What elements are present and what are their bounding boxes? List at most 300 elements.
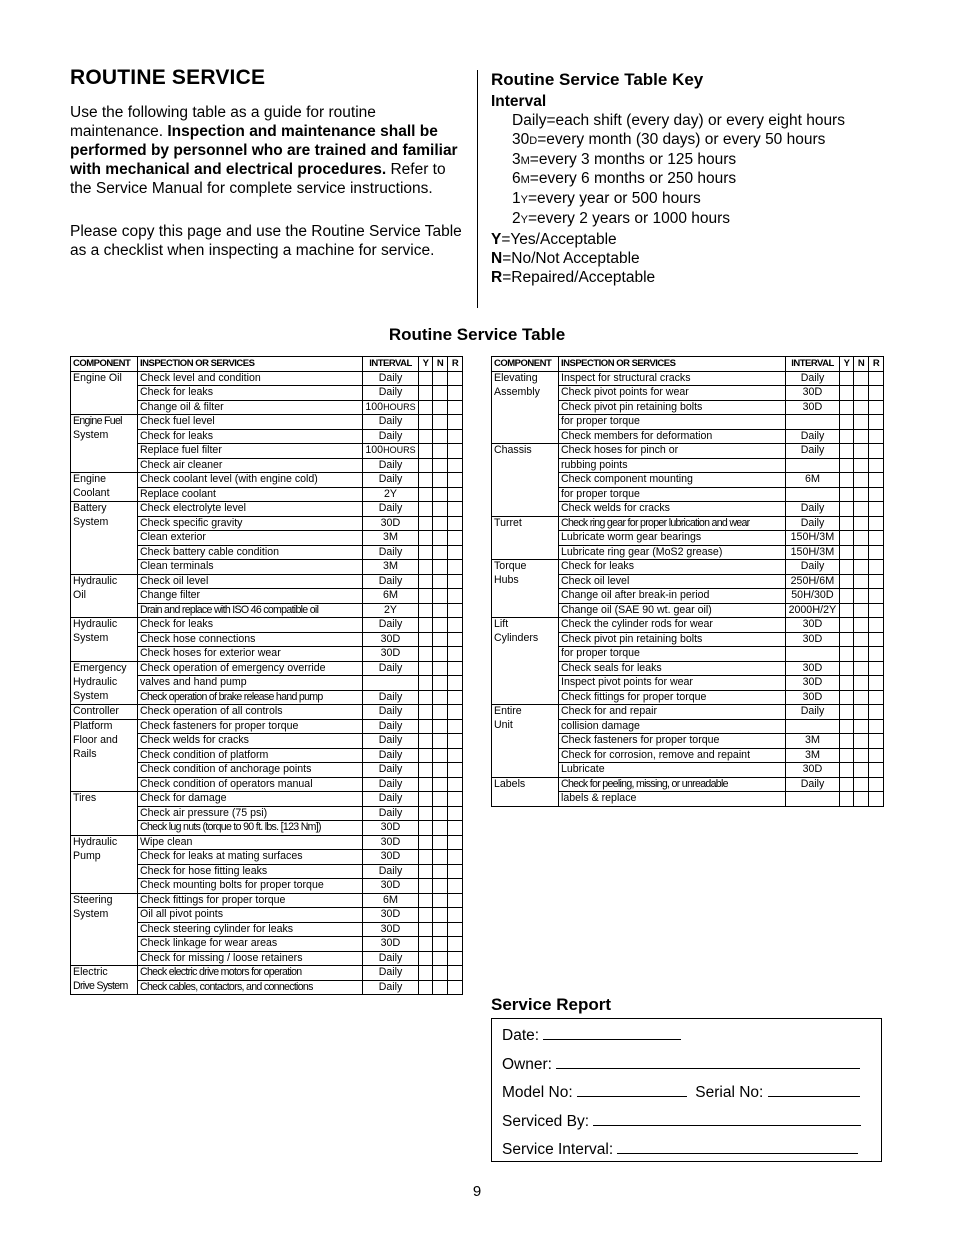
checkbox-y[interactable] xyxy=(840,777,854,792)
checkbox-n[interactable] xyxy=(433,719,448,734)
checkbox-n[interactable] xyxy=(854,792,869,807)
checkbox-n[interactable] xyxy=(433,879,448,894)
component-cell xyxy=(492,763,559,778)
checkbox-r[interactable] xyxy=(448,980,463,995)
checkbox-n[interactable] xyxy=(433,937,448,952)
checkbox-y[interactable] xyxy=(419,879,433,894)
checkbox-r[interactable] xyxy=(448,574,463,589)
checkbox-n[interactable] xyxy=(433,763,448,778)
component-cell xyxy=(492,690,559,705)
checkbox-r[interactable] xyxy=(448,618,463,633)
component-cell: Pump xyxy=(71,850,138,865)
checkbox-n[interactable] xyxy=(854,516,869,531)
checkbox-r[interactable] xyxy=(869,792,884,807)
interval-cell: 6M xyxy=(363,893,419,908)
checkbox-n[interactable] xyxy=(854,632,869,647)
checkbox-y[interactable] xyxy=(840,632,854,647)
checkbox-y[interactable] xyxy=(419,676,433,691)
checkbox-y[interactable] xyxy=(419,371,433,386)
checkbox-y[interactable] xyxy=(419,545,433,560)
checkbox-y[interactable] xyxy=(840,560,854,575)
checkbox-y[interactable] xyxy=(419,632,433,647)
checkbox-y[interactable] xyxy=(419,966,433,981)
checkbox-r[interactable] xyxy=(869,647,884,662)
checkbox-n[interactable] xyxy=(854,734,869,749)
checkbox-y[interactable] xyxy=(419,603,433,618)
checkbox-y[interactable] xyxy=(419,777,433,792)
checkbox-r[interactable] xyxy=(448,415,463,430)
checkbox-y[interactable] xyxy=(419,458,433,473)
checkbox-n[interactable] xyxy=(854,603,869,618)
checkbox-r[interactable] xyxy=(448,400,463,415)
checkbox-n[interactable] xyxy=(433,806,448,821)
checkbox-n[interactable] xyxy=(433,386,448,401)
inspection-cell: Check for damage xyxy=(138,792,363,807)
inspection-cell: Check condition of operators manual xyxy=(138,777,363,792)
checkbox-n[interactable] xyxy=(433,792,448,807)
checkbox-r[interactable] xyxy=(448,647,463,662)
checkbox-n[interactable] xyxy=(854,748,869,763)
checkbox-r[interactable] xyxy=(448,908,463,923)
checkbox-y[interactable] xyxy=(840,763,854,778)
checkbox-y[interactable] xyxy=(419,444,433,459)
serial-label: Serial No: xyxy=(695,1084,764,1101)
checkbox-n[interactable] xyxy=(433,661,448,676)
checkbox-r[interactable] xyxy=(869,502,884,517)
checkbox-y[interactable] xyxy=(840,400,854,415)
checkbox-y[interactable] xyxy=(840,371,854,386)
checkbox-n[interactable] xyxy=(433,400,448,415)
checkbox-r[interactable] xyxy=(869,531,884,546)
model-field[interactable] xyxy=(577,1082,687,1097)
component-cell: Floor and xyxy=(71,734,138,749)
checkbox-n[interactable] xyxy=(854,589,869,604)
checkbox-n[interactable] xyxy=(854,719,869,734)
checkbox-y[interactable] xyxy=(840,531,854,546)
component-cell: Coolant xyxy=(71,487,138,502)
checkbox-n[interactable] xyxy=(433,850,448,865)
checkbox-r[interactable] xyxy=(869,516,884,531)
inspection-cell: Check specific gravity xyxy=(138,516,363,531)
key-title: Routine Service Table Key xyxy=(491,70,704,89)
checkbox-y[interactable] xyxy=(419,661,433,676)
inspection-cell: Lubricate ring gear (MoS2 grease) xyxy=(559,545,786,560)
checkbox-r[interactable] xyxy=(448,661,463,676)
component-cell xyxy=(492,603,559,618)
table-row xyxy=(71,531,463,546)
inspection-cell: Check hoses for pinch or xyxy=(559,444,786,459)
checkbox-r[interactable] xyxy=(448,429,463,444)
checkbox-r[interactable] xyxy=(448,763,463,778)
checkbox-n[interactable] xyxy=(854,777,869,792)
checkbox-r[interactable] xyxy=(869,473,884,488)
table-row xyxy=(71,792,463,807)
checkbox-y[interactable] xyxy=(840,719,854,734)
table-row xyxy=(492,531,884,546)
checkbox-y[interactable] xyxy=(419,647,433,662)
checkbox-y[interactable] xyxy=(419,763,433,778)
checkbox-r[interactable] xyxy=(448,966,463,981)
checkbox-y[interactable] xyxy=(419,850,433,865)
serial-field[interactable] xyxy=(768,1082,860,1097)
checkbox-n[interactable] xyxy=(854,502,869,517)
serviced-by-field[interactable] xyxy=(593,1111,861,1126)
checkbox-n[interactable] xyxy=(854,371,869,386)
checkbox-y[interactable] xyxy=(840,386,854,401)
checkbox-y[interactable] xyxy=(840,458,854,473)
checkbox-n[interactable] xyxy=(854,763,869,778)
table-row xyxy=(71,473,463,488)
checkbox-r[interactable] xyxy=(448,937,463,952)
component-cell: Unit xyxy=(492,719,559,734)
checkbox-n[interactable] xyxy=(854,415,869,430)
checkbox-r[interactable] xyxy=(448,560,463,575)
checkbox-n[interactable] xyxy=(433,516,448,531)
table-row xyxy=(71,676,463,691)
checkbox-n[interactable] xyxy=(433,835,448,850)
checkbox-n[interactable] xyxy=(854,429,869,444)
component-cell: Elevating xyxy=(492,371,559,386)
checkbox-n[interactable] xyxy=(854,690,869,705)
checkbox-r[interactable] xyxy=(869,676,884,691)
checkbox-r[interactable] xyxy=(448,487,463,502)
checkbox-y[interactable] xyxy=(840,748,854,763)
table-row xyxy=(492,415,884,430)
checkbox-y[interactable] xyxy=(419,516,433,531)
checkbox-n[interactable] xyxy=(854,647,869,662)
checkbox-r[interactable] xyxy=(448,458,463,473)
checkbox-n[interactable] xyxy=(854,574,869,589)
checkbox-y[interactable] xyxy=(840,734,854,749)
checkbox-r[interactable] xyxy=(448,690,463,705)
inspection-cell: Check welds for cracks xyxy=(138,734,363,749)
component-cell xyxy=(71,545,138,560)
checkbox-n[interactable] xyxy=(433,429,448,444)
checkbox-n[interactable] xyxy=(433,748,448,763)
checkbox-y[interactable] xyxy=(419,806,433,821)
checkbox-n[interactable] xyxy=(433,908,448,923)
checkbox-r[interactable] xyxy=(448,821,463,836)
checkbox-y[interactable] xyxy=(419,415,433,430)
interval-cell: Daily xyxy=(363,748,419,763)
checkbox-y[interactable] xyxy=(419,922,433,937)
component-cell xyxy=(71,386,138,401)
checkbox-y[interactable] xyxy=(419,908,433,923)
checkbox-n[interactable] xyxy=(433,777,448,792)
checkbox-r[interactable] xyxy=(448,603,463,618)
checkbox-r[interactable] xyxy=(869,632,884,647)
checkbox-y[interactable] xyxy=(840,676,854,691)
checkbox-r[interactable] xyxy=(448,473,463,488)
checkbox-r[interactable] xyxy=(448,502,463,517)
checkbox-r[interactable] xyxy=(448,734,463,749)
checkbox-y[interactable] xyxy=(419,951,433,966)
checkbox-r[interactable] xyxy=(448,850,463,865)
checkbox-n[interactable] xyxy=(433,966,448,981)
checkbox-r[interactable] xyxy=(448,632,463,647)
checkbox-n[interactable] xyxy=(433,893,448,908)
checkbox-r[interactable] xyxy=(448,806,463,821)
interval-cell: 100HOURS xyxy=(363,400,419,415)
checkbox-y[interactable] xyxy=(419,835,433,850)
inspection-cell: Check pivot pin retaining bolts xyxy=(559,632,786,647)
interval-cell: Daily xyxy=(363,763,419,778)
inspection-cell: Check level and condition xyxy=(138,371,363,386)
checkbox-y[interactable] xyxy=(419,864,433,879)
inspection-cell: Check coolant level (with engine cold) xyxy=(138,473,363,488)
checkbox-n[interactable] xyxy=(854,400,869,415)
checkbox-y[interactable] xyxy=(419,589,433,604)
table-row xyxy=(492,371,884,386)
checkbox-r[interactable] xyxy=(448,589,463,604)
checkbox-n[interactable] xyxy=(433,444,448,459)
checkbox-r[interactable] xyxy=(448,777,463,792)
checkbox-n[interactable] xyxy=(854,705,869,720)
checkbox-y[interactable] xyxy=(840,502,854,517)
checkbox-r[interactable] xyxy=(448,748,463,763)
checkbox-y[interactable] xyxy=(419,502,433,517)
table-row xyxy=(492,748,884,763)
table-row xyxy=(492,545,884,560)
checkbox-r[interactable] xyxy=(869,589,884,604)
checkbox-n[interactable] xyxy=(854,444,869,459)
checkbox-r[interactable] xyxy=(448,516,463,531)
checkbox-n[interactable] xyxy=(433,458,448,473)
intro-text: Use the following table as a guide for routine maintenance. xyxy=(70,104,376,140)
checkbox-y[interactable] xyxy=(419,429,433,444)
inspection-cell: Inspect pivot points for wear xyxy=(559,676,786,691)
checkbox-r[interactable] xyxy=(869,661,884,676)
checkbox-n[interactable] xyxy=(854,618,869,633)
checkbox-n[interactable] xyxy=(433,618,448,633)
checkbox-y[interactable] xyxy=(419,400,433,415)
checkbox-r[interactable] xyxy=(448,951,463,966)
checkbox-r[interactable] xyxy=(448,719,463,734)
table-row xyxy=(71,545,463,560)
checkbox-n[interactable] xyxy=(433,821,448,836)
checkbox-y[interactable] xyxy=(840,618,854,633)
checkbox-y[interactable] xyxy=(840,429,854,444)
checkbox-y[interactable] xyxy=(419,487,433,502)
checkbox-r[interactable] xyxy=(448,792,463,807)
legend-code: Y xyxy=(491,231,502,248)
checkbox-n[interactable] xyxy=(854,386,869,401)
header-r: R xyxy=(448,357,463,372)
interval-list xyxy=(512,112,845,230)
checkbox-y[interactable] xyxy=(419,690,433,705)
checkbox-y[interactable] xyxy=(419,473,433,488)
table-row xyxy=(71,589,463,604)
checkbox-n[interactable] xyxy=(433,980,448,995)
checkbox-y[interactable] xyxy=(840,603,854,618)
table-header-row xyxy=(492,357,884,372)
checkbox-n[interactable] xyxy=(854,545,869,560)
checkbox-y[interactable] xyxy=(419,574,433,589)
component-cell xyxy=(71,922,138,937)
checkbox-y[interactable] xyxy=(419,937,433,952)
checkbox-y[interactable] xyxy=(419,734,433,749)
checkbox-r[interactable] xyxy=(869,545,884,560)
checkbox-n[interactable] xyxy=(433,647,448,662)
checkbox-y[interactable] xyxy=(840,574,854,589)
component-cell xyxy=(71,806,138,821)
header-component: COMPONENT xyxy=(71,357,138,372)
checkbox-r[interactable] xyxy=(448,893,463,908)
checkbox-n[interactable] xyxy=(854,487,869,502)
checkbox-y[interactable] xyxy=(419,531,433,546)
interval-cell: 150H/3M xyxy=(786,545,840,560)
checkbox-n[interactable] xyxy=(433,951,448,966)
checkbox-r[interactable] xyxy=(448,386,463,401)
checkbox-n[interactable] xyxy=(433,487,448,502)
component-cell xyxy=(71,400,138,415)
checkbox-r[interactable] xyxy=(869,777,884,792)
component-cell xyxy=(71,444,138,459)
component-cell xyxy=(71,777,138,792)
service-interval-field[interactable] xyxy=(617,1139,858,1154)
checkbox-n[interactable] xyxy=(433,922,448,937)
checkbox-y[interactable] xyxy=(840,705,854,720)
checkbox-r[interactable] xyxy=(448,879,463,894)
checkbox-y[interactable] xyxy=(419,560,433,575)
table-row xyxy=(71,806,463,821)
table-row xyxy=(492,705,884,720)
checkbox-n[interactable] xyxy=(433,371,448,386)
checkbox-r[interactable] xyxy=(448,705,463,720)
checkbox-y[interactable] xyxy=(419,821,433,836)
checkbox-n[interactable] xyxy=(433,632,448,647)
table-row xyxy=(492,763,884,778)
checkbox-n[interactable] xyxy=(433,603,448,618)
interval-cell: Daily xyxy=(363,777,419,792)
component-cell: Drive System xyxy=(71,980,138,995)
checkbox-y[interactable] xyxy=(419,980,433,995)
interval-description: =every month (30 days) or every 50 hours xyxy=(537,130,826,148)
inspection-cell: Oil all pivot points xyxy=(138,908,363,923)
checkbox-y[interactable] xyxy=(840,589,854,604)
checkbox-n[interactable] xyxy=(854,473,869,488)
table-row xyxy=(492,792,884,807)
checkbox-r[interactable] xyxy=(448,864,463,879)
component-cell xyxy=(71,531,138,546)
inspection-cell: rubbing points xyxy=(559,458,786,473)
checkbox-y[interactable] xyxy=(419,792,433,807)
checkbox-y[interactable] xyxy=(419,893,433,908)
checkbox-y[interactable] xyxy=(840,647,854,662)
checkbox-r[interactable] xyxy=(869,574,884,589)
inspection-cell: Check for leaks xyxy=(138,429,363,444)
checkbox-y[interactable] xyxy=(840,545,854,560)
checkbox-y[interactable] xyxy=(840,444,854,459)
component-cell: System xyxy=(71,690,138,705)
checkbox-r[interactable] xyxy=(448,444,463,459)
checkbox-r[interactable] xyxy=(448,922,463,937)
checkbox-y[interactable] xyxy=(419,386,433,401)
component-cell xyxy=(492,400,559,415)
checkbox-y[interactable] xyxy=(840,661,854,676)
checkbox-r[interactable] xyxy=(869,603,884,618)
checkbox-y[interactable] xyxy=(840,792,854,807)
checkbox-n[interactable] xyxy=(433,864,448,879)
checkbox-n[interactable] xyxy=(433,734,448,749)
checkbox-r[interactable] xyxy=(448,545,463,560)
checkbox-n[interactable] xyxy=(433,676,448,691)
checkbox-y[interactable] xyxy=(840,415,854,430)
checkbox-r[interactable] xyxy=(869,618,884,633)
checkbox-n[interactable] xyxy=(854,458,869,473)
checkbox-r[interactable] xyxy=(869,386,884,401)
checkbox-n[interactable] xyxy=(433,705,448,720)
checkbox-r[interactable] xyxy=(448,835,463,850)
table-row xyxy=(71,893,463,908)
interval-code: 1 xyxy=(512,190,521,208)
checkbox-r[interactable] xyxy=(869,371,884,386)
checkbox-n[interactable] xyxy=(854,661,869,676)
header-y: Y xyxy=(419,357,433,372)
interval-cell: 30D xyxy=(786,618,840,633)
inspection-cell: Check operation of all controls xyxy=(138,705,363,720)
checkbox-r[interactable] xyxy=(448,371,463,386)
checkbox-r[interactable] xyxy=(869,487,884,502)
date-field[interactable] xyxy=(543,1025,681,1040)
checkbox-r[interactable] xyxy=(869,415,884,430)
checkbox-n[interactable] xyxy=(433,531,448,546)
checkbox-y[interactable] xyxy=(840,473,854,488)
checkbox-y[interactable] xyxy=(419,719,433,734)
table-row xyxy=(71,879,463,894)
checkbox-n[interactable] xyxy=(433,545,448,560)
checkbox-r[interactable] xyxy=(869,705,884,720)
checkbox-y[interactable] xyxy=(840,690,854,705)
checkbox-n[interactable] xyxy=(433,473,448,488)
checkbox-y[interactable] xyxy=(840,516,854,531)
checkbox-r[interactable] xyxy=(869,400,884,415)
owner-field[interactable] xyxy=(556,1054,860,1069)
checkbox-n[interactable] xyxy=(433,502,448,517)
checkbox-r[interactable] xyxy=(869,748,884,763)
checkbox-y[interactable] xyxy=(419,748,433,763)
checkbox-r[interactable] xyxy=(869,458,884,473)
interval-cell: 30D xyxy=(786,676,840,691)
interval-cell: 2Y xyxy=(363,603,419,618)
checkbox-y[interactable] xyxy=(419,618,433,633)
checkbox-n[interactable] xyxy=(854,560,869,575)
checkbox-r[interactable] xyxy=(869,719,884,734)
checkbox-r[interactable] xyxy=(869,734,884,749)
checkbox-y[interactable] xyxy=(840,487,854,502)
checkbox-n[interactable] xyxy=(433,589,448,604)
checkbox-n[interactable] xyxy=(433,690,448,705)
checkbox-y[interactable] xyxy=(419,705,433,720)
interval-unit: D xyxy=(529,134,538,147)
checkbox-r[interactable] xyxy=(448,531,463,546)
checkbox-r[interactable] xyxy=(869,690,884,705)
checkbox-r[interactable] xyxy=(448,676,463,691)
table-row xyxy=(71,908,463,923)
checkbox-r[interactable] xyxy=(869,560,884,575)
table-row xyxy=(492,458,884,473)
checkbox-r[interactable] xyxy=(869,444,884,459)
checkbox-n[interactable] xyxy=(854,531,869,546)
checkbox-n[interactable] xyxy=(433,560,448,575)
checkbox-n[interactable] xyxy=(854,676,869,691)
table-row xyxy=(71,835,463,850)
checkbox-n[interactable] xyxy=(433,415,448,430)
checkbox-r[interactable] xyxy=(869,429,884,444)
inspection-cell: Check fasteners for proper torque xyxy=(559,734,786,749)
checkbox-n[interactable] xyxy=(433,574,448,589)
checkbox-r[interactable] xyxy=(869,763,884,778)
